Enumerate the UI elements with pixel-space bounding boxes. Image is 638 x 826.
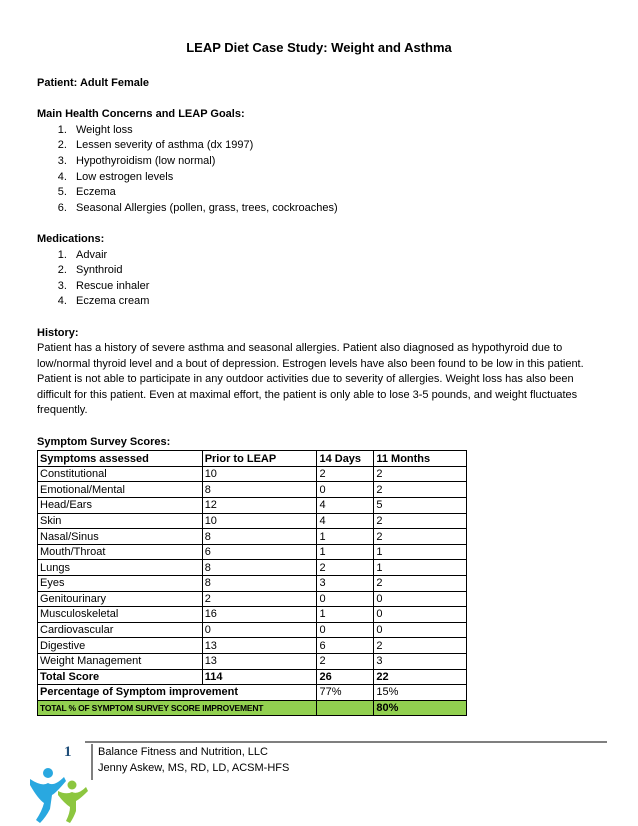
list-item: 2. Synthroid: [70, 263, 597, 279]
list-item: 2. Lessen severity of asthma (dx 1997): [70, 138, 597, 154]
table-row: [38, 685, 467, 701]
table-cell: 4: [317, 513, 374, 529]
table-cell: 80%: [374, 700, 467, 716]
header-cell: 14 Days: [317, 451, 374, 467]
table-cell: 6: [317, 638, 374, 654]
table-cell: 12: [202, 498, 317, 514]
header-cell: Symptoms assessed: [38, 451, 203, 467]
survey-heading: Symptom Survey Scores:: [37, 435, 171, 448]
list-item: 1. Weight loss: [70, 123, 597, 139]
table-cell: 4: [317, 498, 374, 514]
table-cell: 0: [374, 607, 467, 623]
table-cell: 22: [374, 669, 467, 685]
table-cell: Digestive: [38, 638, 203, 654]
table-cell: 2: [202, 591, 317, 607]
table-cell: 0: [374, 622, 467, 638]
list-item: 3. Hypothyroidism (low normal): [70, 154, 597, 170]
table-cell: Genitourinary: [38, 591, 203, 607]
table-cell: Percentage of Symptom improvement: [38, 685, 317, 701]
patient-line: Patient: Adult Female: [37, 77, 150, 89]
table-cell: 2: [374, 482, 467, 498]
table-cell: [317, 700, 374, 716]
list-item: 4. Eczema cream: [70, 294, 597, 310]
table-cell: 8: [202, 529, 317, 545]
table-cell: 0: [374, 591, 467, 607]
table-header-row: [38, 451, 467, 467]
table-cell: 16: [202, 607, 317, 623]
footer-divider: [85, 741, 607, 743]
table-row: [38, 529, 467, 545]
document-body: [37, 76, 597, 716]
table-cell: 26: [317, 669, 374, 685]
table-cell: 13: [202, 653, 317, 669]
table-cell: 5: [374, 498, 467, 514]
header-cell: Prior to LEAP: [202, 451, 317, 467]
table-cell: Head/Ears: [38, 498, 203, 514]
table-cell: Constitutional: [38, 466, 203, 482]
table-row: [38, 466, 467, 482]
table-cell: 0: [202, 622, 317, 638]
table-cell: 3: [374, 653, 467, 669]
table-cell: Mouth/Throat: [38, 544, 203, 560]
list-item: 3. Rescue inhaler: [70, 279, 597, 295]
list-item: 4. Low estrogen levels: [70, 170, 597, 186]
list-item: 1. Advair: [70, 248, 597, 264]
table-row: [38, 482, 467, 498]
table-cell: 1: [317, 607, 374, 623]
table-cell: 2: [374, 529, 467, 545]
table-cell: 2: [317, 560, 374, 576]
table-cell: Emotional/Mental: [38, 482, 203, 498]
history-heading: History:: [37, 326, 79, 339]
table-cell: Weight Management: [38, 653, 203, 669]
table-cell: 0: [317, 482, 374, 498]
table-cell: Eyes: [38, 576, 203, 592]
header-cell: 11 Months: [374, 451, 467, 467]
table-row: [38, 513, 467, 529]
table-cell: Total Score: [38, 669, 203, 685]
table-cell: 2: [374, 513, 467, 529]
table-cell: 2: [374, 638, 467, 654]
table-cell: 8: [202, 576, 317, 592]
concerns-heading: Main Health Concerns and LEAP Goals:: [37, 108, 245, 121]
table-row: [38, 669, 467, 685]
table-cell: 8: [202, 560, 317, 576]
table-cell: 10: [202, 466, 317, 482]
table-row: [38, 544, 467, 560]
table-row: [38, 653, 467, 669]
table-row: [38, 700, 467, 716]
table-cell: 3: [317, 576, 374, 592]
table-cell: 10: [202, 513, 317, 529]
table-cell: Nasal/Sinus: [38, 529, 203, 545]
table-cell: 15%: [374, 685, 467, 701]
table-cell: 6: [202, 544, 317, 560]
table-cell: 13: [202, 638, 317, 654]
history-text: Patient has a history of severe asthma and seasonal allergies. Patient also diagnosed as hypothyroid due to low/normal thyroid level and a bout of depression. Estrogen levels have also been found to be low in this patient. Patient is not able to participate in any outdoor activities due to severity of allergies. Weight loss has also been difficult for this patient. Even at maximal effort, the patient is only able to lose 3-5 pounds, and weight fluctuates frequently.: [37, 342, 584, 417]
table-cell: Lungs: [38, 560, 203, 576]
table-cell: 2: [317, 466, 374, 482]
medications-list: [37, 248, 597, 310]
table-cell: Musculoskeletal: [38, 607, 203, 623]
two-people-jumping-logo-icon: [20, 765, 92, 825]
list-item: 5. Eczema: [70, 185, 597, 201]
table-cell: Cardiovascular: [38, 622, 203, 638]
medications-heading: Medications:: [37, 232, 105, 245]
table-row: [38, 622, 467, 638]
concerns-list: [37, 123, 597, 217]
table-row: [38, 576, 467, 592]
table-cell: 8: [202, 482, 317, 498]
table-cell: 0: [317, 591, 374, 607]
document-title: LEAP Diet Case Study: Weight and Asthma: [186, 40, 452, 55]
page-number: 1: [64, 744, 72, 760]
table-cell: 1: [317, 544, 374, 560]
footer-author: Jenny Askew, MS, RD, LD, ACSM-HFS: [98, 762, 290, 774]
table-row: [38, 591, 467, 607]
table-row: [38, 560, 467, 576]
table-row: [38, 638, 467, 654]
table-cell: 114: [202, 669, 317, 685]
symptom-survey-table: [37, 450, 467, 716]
table-cell: 0: [317, 622, 374, 638]
table-cell: Skin: [38, 513, 203, 529]
table-cell: 1: [374, 560, 467, 576]
table-row: [38, 498, 467, 514]
table-cell: 2: [374, 576, 467, 592]
footer-text: [98, 744, 289, 776]
list-item: 6. Seasonal Allergies (pollen, grass, trees, cockroaches): [70, 201, 597, 217]
table-cell: 1: [374, 544, 467, 560]
table-row: [38, 607, 467, 623]
table-cell: 77%: [317, 685, 374, 701]
footer-company: Balance Fitness and Nutrition, LLC: [98, 746, 268, 758]
table-cell: 2: [317, 653, 374, 669]
table-cell: TOTAL % OF SYMPTOM SURVEY SCORE IMPROVEMENT: [38, 700, 317, 716]
table-cell: 2: [374, 466, 467, 482]
table-cell: 1: [317, 529, 374, 545]
